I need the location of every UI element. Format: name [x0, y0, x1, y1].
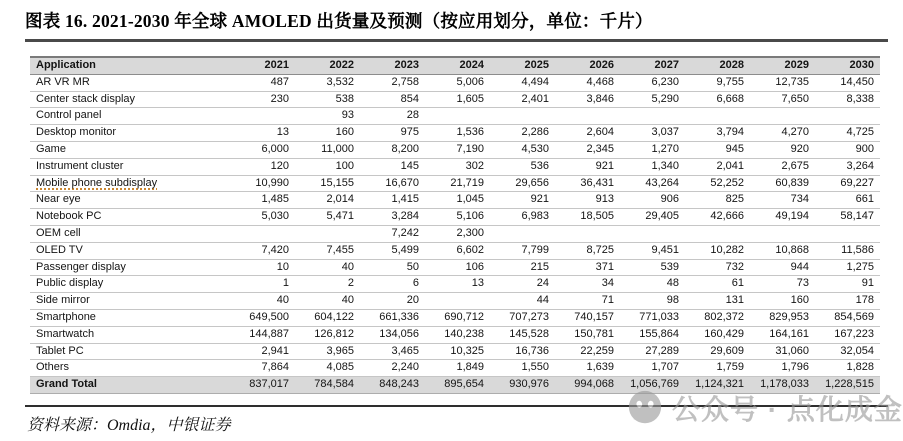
table-row	[30, 108, 880, 125]
row-label-cell	[30, 91, 230, 108]
value-cell	[750, 108, 815, 125]
value-cell	[555, 108, 620, 125]
value-cell: 61	[685, 276, 750, 293]
row-label-cell	[30, 326, 230, 343]
grand-total-value: 837,017	[230, 377, 295, 394]
value-cell: 5,471	[295, 209, 360, 226]
table-row	[30, 326, 880, 343]
value-cell: 2,604	[555, 125, 620, 142]
grand-total-value: 895,654	[425, 377, 490, 394]
value-cell: 854,569	[815, 309, 880, 326]
value-cell: 920	[750, 141, 815, 158]
row-label-cell	[30, 158, 230, 175]
value-cell: 2,041	[685, 158, 750, 175]
value-cell: 707,273	[490, 309, 555, 326]
column-header-year-2024: 2024	[425, 57, 490, 74]
row-label: Game	[36, 142, 66, 155]
row-label: Others	[36, 361, 70, 374]
value-cell: 1,796	[750, 360, 815, 377]
value-cell: 13	[425, 276, 490, 293]
column-header-year-2026: 2026	[555, 57, 620, 74]
value-cell: 7,242	[360, 225, 425, 242]
value-cell: 771,033	[620, 309, 685, 326]
value-cell: 29,405	[620, 209, 685, 226]
value-cell: 8,200	[360, 141, 425, 158]
value-cell: 4,494	[490, 74, 555, 91]
value-cell: 18,505	[555, 209, 620, 226]
grand-total-value: 1,228,515	[815, 377, 880, 394]
value-cell: 7,420	[230, 242, 295, 259]
value-cell: 48	[620, 276, 685, 293]
value-cell: 3,037	[620, 125, 685, 142]
value-cell	[815, 108, 880, 125]
value-cell: 22,259	[555, 343, 620, 360]
value-cell	[685, 225, 750, 242]
table-row	[30, 293, 880, 310]
row-label: OEM cell	[36, 226, 81, 239]
table-row	[30, 141, 880, 158]
value-cell: 50	[360, 259, 425, 276]
value-cell: 6,668	[685, 91, 750, 108]
row-label: Passenger display	[36, 260, 126, 273]
value-cell: 690,712	[425, 309, 490, 326]
value-cell: 1,485	[230, 192, 295, 209]
grand-total-value: 1,178,033	[750, 377, 815, 394]
row-label-cell	[30, 108, 230, 125]
value-cell: 9,755	[685, 74, 750, 91]
value-cell: 829,953	[750, 309, 815, 326]
value-cell: 140,238	[425, 326, 490, 343]
table-row	[30, 158, 880, 175]
grand-total-label: Grand Total	[30, 377, 230, 394]
row-label-cell	[30, 309, 230, 326]
value-cell: 10,325	[425, 343, 490, 360]
value-cell: 21,719	[425, 175, 490, 192]
value-cell: 40	[230, 293, 295, 310]
row-label: Mobile phone subdisplay	[36, 176, 158, 189]
value-cell: 36,431	[555, 175, 620, 192]
value-cell: 1,045	[425, 192, 490, 209]
value-cell: 100	[295, 158, 360, 175]
column-header-application: Application	[30, 57, 230, 74]
value-cell: 4,725	[815, 125, 880, 142]
row-label-cell	[30, 293, 230, 310]
table-row	[30, 225, 880, 242]
value-cell: 3,284	[360, 209, 425, 226]
value-cell: 906	[620, 192, 685, 209]
value-cell: 3,846	[555, 91, 620, 108]
value-cell: 921	[490, 192, 555, 209]
value-cell: 661,336	[360, 309, 425, 326]
value-cell: 145,528	[490, 326, 555, 343]
value-cell: 160	[750, 293, 815, 310]
table-header-row	[30, 57, 880, 74]
row-label-cell	[30, 276, 230, 293]
value-cell: 15,155	[295, 175, 360, 192]
column-header-year-2030: 2030	[815, 57, 880, 74]
grand-total-value: 1,124,321	[685, 377, 750, 394]
value-cell: 536	[490, 158, 555, 175]
value-cell: 661	[815, 192, 880, 209]
value-cell: 5,030	[230, 209, 295, 226]
grand-total-value: 1,056,769	[620, 377, 685, 394]
row-label: AR VR MR	[36, 75, 90, 88]
table-row	[30, 276, 880, 293]
grand-total-value: 848,243	[360, 377, 425, 394]
value-cell: 160	[295, 125, 360, 142]
value-cell	[425, 293, 490, 310]
table-header	[30, 57, 880, 74]
value-cell: 1,340	[620, 158, 685, 175]
value-cell: 8,725	[555, 242, 620, 259]
row-label: Instrument cluster	[36, 159, 124, 172]
value-cell: 1,550	[490, 360, 555, 377]
table-row	[30, 309, 880, 326]
value-cell: 93	[295, 108, 360, 125]
table-row	[30, 175, 880, 192]
value-cell: 3,532	[295, 74, 360, 91]
value-cell: 10,868	[750, 242, 815, 259]
value-cell: 8,338	[815, 91, 880, 108]
value-cell: 2,286	[490, 125, 555, 142]
amoled-shipment-table	[30, 56, 880, 394]
value-cell: 42,666	[685, 209, 750, 226]
value-cell: 126,812	[295, 326, 360, 343]
value-cell: 6,983	[490, 209, 555, 226]
value-cell: 13	[230, 125, 295, 142]
row-label: Desktop monitor	[36, 126, 117, 139]
value-cell: 539	[620, 259, 685, 276]
value-cell: 1,707	[620, 360, 685, 377]
value-cell: 43,264	[620, 175, 685, 192]
value-cell: 944	[750, 259, 815, 276]
value-cell: 2,758	[360, 74, 425, 91]
value-cell: 16,736	[490, 343, 555, 360]
value-cell: 60,839	[750, 175, 815, 192]
value-cell	[555, 225, 620, 242]
value-cell	[295, 225, 360, 242]
value-cell: 825	[685, 192, 750, 209]
value-cell	[490, 108, 555, 125]
value-cell: 31,060	[750, 343, 815, 360]
value-cell: 150,781	[555, 326, 620, 343]
value-cell	[815, 225, 880, 242]
value-cell: 4,530	[490, 141, 555, 158]
watermark-text: 公众号 · 点化成金	[672, 394, 903, 425]
row-label-cell	[30, 360, 230, 377]
table-row	[30, 360, 880, 377]
value-cell: 11,000	[295, 141, 360, 158]
value-cell: 6	[360, 276, 425, 293]
value-cell: 9,451	[620, 242, 685, 259]
value-cell: 538	[295, 91, 360, 108]
value-cell: 4,270	[750, 125, 815, 142]
value-cell: 302	[425, 158, 490, 175]
column-header-year-2027: 2027	[620, 57, 685, 74]
row-label: Control panel	[36, 109, 102, 122]
value-cell: 2,401	[490, 91, 555, 108]
value-cell	[230, 225, 295, 242]
wechat-face-icon	[626, 389, 664, 427]
value-cell: 2	[295, 276, 360, 293]
row-label-cell	[30, 225, 230, 242]
value-cell: 1,828	[815, 360, 880, 377]
value-cell: 7,190	[425, 141, 490, 158]
value-cell: 802,372	[685, 309, 750, 326]
row-label-cell	[30, 125, 230, 142]
value-cell: 371	[555, 259, 620, 276]
value-cell: 44	[490, 293, 555, 310]
grand-total-row	[30, 377, 880, 394]
value-cell: 1,849	[425, 360, 490, 377]
value-cell: 167,223	[815, 326, 880, 343]
row-label: Smartphone	[36, 310, 96, 323]
row-label: Side mirror	[36, 294, 90, 307]
row-label-cell	[30, 242, 230, 259]
value-cell: 10,282	[685, 242, 750, 259]
value-cell: 52,252	[685, 175, 750, 192]
value-cell: 155,864	[620, 326, 685, 343]
table-footer	[30, 377, 880, 394]
value-cell: 16,670	[360, 175, 425, 192]
value-cell: 91	[815, 276, 880, 293]
value-cell: 29,656	[490, 175, 555, 192]
title-divider	[25, 39, 888, 42]
row-label-cell	[30, 209, 230, 226]
grand-total-value: 784,584	[295, 377, 360, 394]
value-cell: 28	[360, 108, 425, 125]
row-label: OLED TV	[36, 243, 83, 256]
value-cell: 14,450	[815, 74, 880, 91]
value-cell: 7,455	[295, 242, 360, 259]
value-cell: 7,864	[230, 360, 295, 377]
value-cell: 32,054	[815, 343, 880, 360]
column-header-year-2021: 2021	[230, 57, 295, 74]
table-row	[30, 259, 880, 276]
value-cell	[620, 108, 685, 125]
value-cell: 11,586	[815, 242, 880, 259]
value-cell: 24	[490, 276, 555, 293]
value-cell: 854	[360, 91, 425, 108]
value-cell: 4,085	[295, 360, 360, 377]
value-cell: 2,300	[425, 225, 490, 242]
value-cell	[230, 108, 295, 125]
value-cell: 29,609	[685, 343, 750, 360]
value-cell: 3,794	[685, 125, 750, 142]
value-cell: 160,429	[685, 326, 750, 343]
table-row	[30, 125, 880, 142]
column-header-year-2028: 2028	[685, 57, 750, 74]
value-cell: 1,639	[555, 360, 620, 377]
value-cell: 3,965	[295, 343, 360, 360]
value-cell	[620, 225, 685, 242]
row-label: Center stack display	[36, 92, 136, 105]
value-cell: 3,264	[815, 158, 880, 175]
value-cell: 69,227	[815, 175, 880, 192]
row-label-cell	[30, 74, 230, 91]
value-cell: 1	[230, 276, 295, 293]
value-cell: 1,536	[425, 125, 490, 142]
value-cell: 215	[490, 259, 555, 276]
value-cell: 921	[555, 158, 620, 175]
value-cell	[685, 108, 750, 125]
value-cell: 71	[555, 293, 620, 310]
value-cell: 10	[230, 259, 295, 276]
value-cell: 12,735	[750, 74, 815, 91]
value-cell: 2,941	[230, 343, 295, 360]
value-cell: 5,290	[620, 91, 685, 108]
value-cell: 5,006	[425, 74, 490, 91]
value-cell: 1,270	[620, 141, 685, 158]
row-label-cell	[30, 259, 230, 276]
value-cell: 7,799	[490, 242, 555, 259]
grand-total-value: 930,976	[490, 377, 555, 394]
value-cell: 4,468	[555, 74, 620, 91]
value-cell: 732	[685, 259, 750, 276]
value-cell: 34	[555, 276, 620, 293]
value-cell: 2,014	[295, 192, 360, 209]
value-cell: 3,465	[360, 343, 425, 360]
value-cell: 5,499	[360, 242, 425, 259]
figure-title: 图表 16. 2021-2030 年全球 AMOLED 出货量及预测（按应用划分，单位：千片）	[25, 11, 653, 31]
row-label-cell	[30, 192, 230, 209]
row-label: Public display	[36, 277, 104, 290]
table-body	[30, 74, 880, 376]
value-cell: 230	[230, 91, 295, 108]
value-cell: 2,240	[360, 360, 425, 377]
value-cell: 144,887	[230, 326, 295, 343]
value-cell: 134,056	[360, 326, 425, 343]
column-header-year-2022: 2022	[295, 57, 360, 74]
column-header-year-2025: 2025	[490, 57, 555, 74]
value-cell: 98	[620, 293, 685, 310]
value-cell: 6,230	[620, 74, 685, 91]
value-cell	[750, 225, 815, 242]
table-row	[30, 91, 880, 108]
value-cell: 49,194	[750, 209, 815, 226]
grand-total-value: 994,068	[555, 377, 620, 394]
value-cell: 178	[815, 293, 880, 310]
watermark	[626, 388, 903, 428]
column-header-year-2023: 2023	[360, 57, 425, 74]
value-cell: 40	[295, 259, 360, 276]
value-cell: 913	[555, 192, 620, 209]
row-label-cell	[30, 141, 230, 158]
value-cell: 120	[230, 158, 295, 175]
row-label-cell	[30, 175, 230, 192]
column-header-year-2029: 2029	[750, 57, 815, 74]
value-cell: 2,345	[555, 141, 620, 158]
value-cell: 164,161	[750, 326, 815, 343]
row-label-cell	[30, 343, 230, 360]
value-cell: 7,650	[750, 91, 815, 108]
row-label: Tablet PC	[36, 344, 84, 357]
value-cell: 6,602	[425, 242, 490, 259]
value-cell: 40	[295, 293, 360, 310]
value-cell: 649,500	[230, 309, 295, 326]
value-cell: 604,122	[295, 309, 360, 326]
table-row	[30, 209, 880, 226]
value-cell: 734	[750, 192, 815, 209]
row-label: Near eye	[36, 193, 81, 206]
value-cell: 1,415	[360, 192, 425, 209]
value-cell: 2,675	[750, 158, 815, 175]
value-cell	[490, 225, 555, 242]
value-cell: 6,000	[230, 141, 295, 158]
value-cell: 131	[685, 293, 750, 310]
value-cell: 58,147	[815, 209, 880, 226]
source-note: 资料来源：Omdia，中银证券	[27, 417, 231, 434]
value-cell: 900	[815, 141, 880, 158]
value-cell: 20	[360, 293, 425, 310]
value-cell: 975	[360, 125, 425, 142]
value-cell: 106	[425, 259, 490, 276]
value-cell: 73	[750, 276, 815, 293]
footer-divider	[25, 405, 888, 407]
value-cell	[425, 108, 490, 125]
value-cell: 27,289	[620, 343, 685, 360]
table-row	[30, 192, 880, 209]
value-cell: 10,990	[230, 175, 295, 192]
value-cell: 487	[230, 74, 295, 91]
value-cell: 5,106	[425, 209, 490, 226]
table-row	[30, 242, 880, 259]
table-row	[30, 343, 880, 360]
value-cell: 145	[360, 158, 425, 175]
value-cell: 1,605	[425, 91, 490, 108]
row-label: Smartwatch	[36, 327, 95, 340]
value-cell: 1,759	[685, 360, 750, 377]
value-cell: 945	[685, 141, 750, 158]
value-cell: 740,157	[555, 309, 620, 326]
table-row	[30, 74, 880, 91]
value-cell: 1,275	[815, 259, 880, 276]
row-label: Notebook PC	[36, 210, 102, 223]
